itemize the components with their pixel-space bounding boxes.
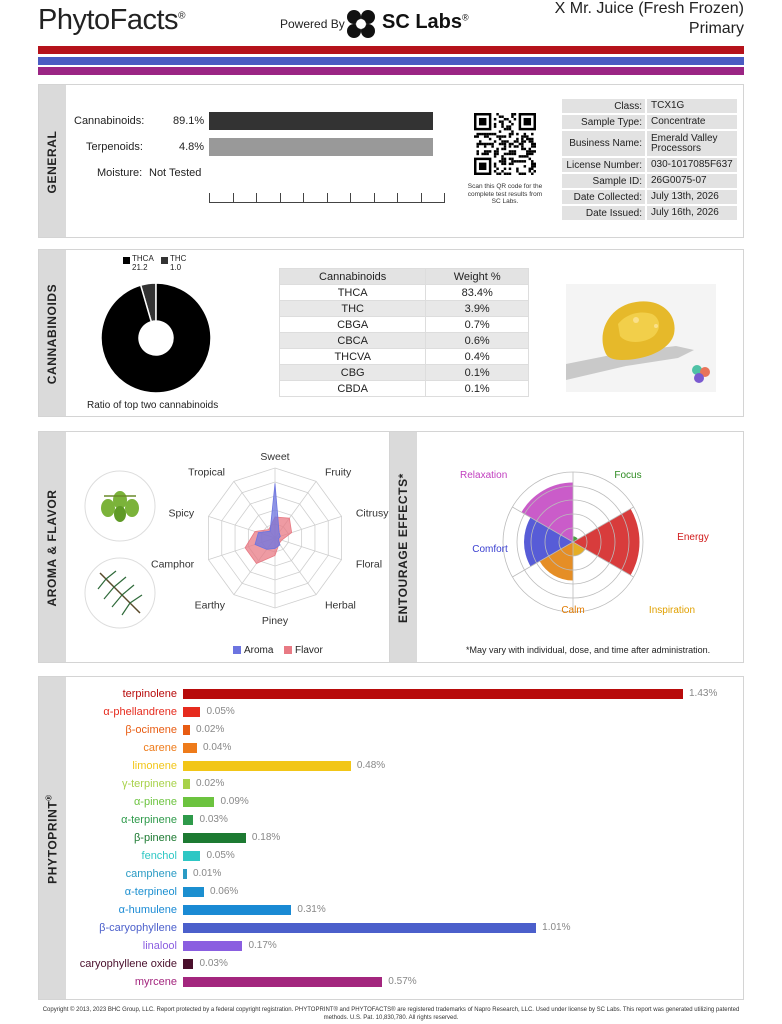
info-value: Emerald Valley Processors xyxy=(647,131,737,156)
ruler-tick xyxy=(280,193,281,203)
header-stripe-blue xyxy=(38,57,744,65)
cannabinoid-weight: 0.4% xyxy=(426,349,529,365)
ruler-tick xyxy=(256,193,257,203)
phytoprint-section-label: PHYTOPRINT® xyxy=(44,794,60,884)
info-value: July 16th, 2026 xyxy=(647,206,737,220)
terpenoids-value: 4.8% xyxy=(179,141,205,153)
cannabinoids-bar xyxy=(209,112,433,130)
copyright-footer: Copyright © 2013, 2023 BHC Group, LLC. Report protected by a federal copyright registration. PHYTOPRINT® and PHYTOFACTS® are registered trademarks of Napro Research, LLC. Used under license by SC Labs. This report was generated utilizing patented methods. U.S. Pat. 10,830,780. All rights reserved. xyxy=(42,1007,740,1021)
cannabinoid-name: CBGA xyxy=(280,317,426,333)
ruler-tick xyxy=(350,193,351,203)
thca-legend-swatch xyxy=(123,257,130,264)
effects-footnote: *May vary with individual, dose, and time after administration. xyxy=(466,645,711,655)
effect-sector-energy xyxy=(573,509,640,576)
effect-label: Energy xyxy=(677,532,709,543)
info-value: 26G0075-07 xyxy=(647,174,737,188)
table-row xyxy=(280,349,529,365)
radar-spoke xyxy=(275,538,316,595)
terpene-name: γ-terpinene xyxy=(121,778,177,790)
terpene-value: 0.18% xyxy=(251,832,281,843)
info-row xyxy=(562,190,737,204)
terpene-name: camphene xyxy=(125,868,177,880)
cannabinoid-weight: 0.7% xyxy=(426,317,529,333)
terpene-value: 0.48% xyxy=(356,760,386,771)
terpene-value: 0.01% xyxy=(193,868,222,879)
ruler-tick xyxy=(374,193,375,203)
terpene-bar xyxy=(183,977,382,987)
aroma-legend-label: Aroma xyxy=(244,645,274,656)
cannabinoid-table xyxy=(279,268,529,397)
table-row xyxy=(280,365,529,381)
terpene-name: terpinolene xyxy=(122,688,177,700)
effect-label: Relaxation xyxy=(460,470,508,481)
terpene-value: 0.02% xyxy=(195,778,225,789)
terpene-name: limonene xyxy=(132,760,177,772)
terpene-name: fenchol xyxy=(141,850,177,862)
general-section-label: GENERAL xyxy=(45,130,59,194)
terpene-bar xyxy=(183,779,190,789)
terpene-value: 0.17% xyxy=(248,940,277,951)
aroma-panel xyxy=(38,431,390,663)
pine-branch-icon xyxy=(84,557,156,629)
cannabinoid-name: THC xyxy=(280,301,426,317)
aroma-flavor-radar xyxy=(150,450,389,628)
effect-label: Focus xyxy=(614,470,642,481)
terpene-name: α-phellandrene xyxy=(103,706,177,718)
header-stripe-purple xyxy=(38,67,744,75)
aroma-section-label: AROMA & FLAVOR xyxy=(45,489,59,607)
effects-panel xyxy=(389,431,744,663)
table-row xyxy=(280,381,529,397)
info-key: License Number: xyxy=(562,158,645,172)
flavor-legend-swatch xyxy=(284,646,292,654)
radar-axis-label: Spicy xyxy=(168,507,195,520)
info-row xyxy=(562,206,737,220)
terpene-name: α-pinene xyxy=(133,796,177,808)
info-key: Date Issued: xyxy=(562,206,645,220)
ratio-caption: Ratio of top two cannabinoids xyxy=(87,400,219,411)
terpene-bar xyxy=(183,833,246,843)
terpene-name: α-humulene xyxy=(118,904,177,916)
ruler-tick xyxy=(209,193,210,203)
terpene-value: 0.57% xyxy=(388,976,417,987)
terpene-name: β-pinene xyxy=(133,832,177,844)
terpene-bar xyxy=(183,941,242,951)
sc-labs-logo-icon xyxy=(345,9,377,39)
sample-info-table xyxy=(562,99,737,219)
table-row xyxy=(280,333,529,349)
ruler-tick xyxy=(444,193,445,203)
table-row xyxy=(280,285,529,301)
ruler-tick xyxy=(327,193,328,203)
terpene-name: β-caryophyllene xyxy=(99,922,177,934)
thca-legend-value: 21.2 xyxy=(132,263,148,272)
cannabinoids-label: Cannabinoids: xyxy=(74,115,145,127)
terpene-name: α-terpinene xyxy=(121,814,177,826)
thc-legend-swatch xyxy=(161,257,168,264)
radar-axis-label: Sweet xyxy=(260,451,290,463)
cannabinoids-value: 89.1% xyxy=(173,115,205,127)
effect-label: Inspiration xyxy=(648,605,696,616)
cannabinoid-weight: 0.1% xyxy=(426,365,529,381)
phytoprint-panel xyxy=(38,676,744,1000)
terpene-value: 0.03% xyxy=(199,958,228,969)
radar-axis-label: Herbal xyxy=(324,599,356,612)
ruler-tick xyxy=(233,193,234,203)
terpene-value: 0.04% xyxy=(202,742,232,753)
hops-icon xyxy=(84,470,156,542)
terpene-bar xyxy=(183,725,190,735)
cannabinoid-name: CBG xyxy=(280,365,426,381)
terpene-value: 0.31% xyxy=(297,904,326,915)
effect-label: Calm xyxy=(561,605,585,616)
general-side-tab xyxy=(39,85,66,237)
ratio-donut-chart xyxy=(100,282,212,394)
terpenoids-bar xyxy=(209,138,433,156)
info-row xyxy=(562,131,737,156)
terpene-value: 1.01% xyxy=(542,922,571,933)
cannabinoid-name: THCA xyxy=(280,285,426,301)
header-stripe-red xyxy=(38,46,744,54)
terpene-name: carene xyxy=(143,742,177,754)
terpene-value: 0.09% xyxy=(220,796,249,807)
terpene-bar xyxy=(183,869,187,879)
info-key: Class: xyxy=(562,99,645,113)
product-name: X Mr. Juice (Fresh Frozen) xyxy=(554,0,744,17)
info-key: Date Collected: xyxy=(562,190,645,204)
scale-ruler xyxy=(209,193,445,203)
terpene-name: linalool xyxy=(142,940,177,952)
radar-axis-label: Fruity xyxy=(324,466,352,479)
qr-code[interactable] xyxy=(474,113,536,175)
effects-section-label: ENTOURAGE EFFECTS* xyxy=(396,473,410,623)
effects-side-tab xyxy=(390,432,417,662)
terpene-bar xyxy=(183,815,193,825)
terpene-bar xyxy=(183,887,204,897)
thca-legend-name: THCA xyxy=(132,254,154,263)
qr-caption: Scan this QR code for the complete test results from SC Labs. xyxy=(467,183,543,205)
aroma-legend-swatch xyxy=(233,646,241,654)
general-panel xyxy=(38,84,744,238)
cannabinoid-weight: 3.9% xyxy=(426,301,529,317)
table-header-weight: Weight % xyxy=(426,269,529,285)
info-key: Sample Type: xyxy=(562,115,645,129)
entourage-effects-chart xyxy=(440,460,730,620)
radar-axis-label: Camphor xyxy=(150,558,195,571)
cannabinoids-panel xyxy=(38,249,744,417)
cannabinoids-section-label: CANNABINOIDS xyxy=(45,283,59,385)
terpene-value: 0.05% xyxy=(206,850,235,861)
terpene-name: α-terpineol xyxy=(124,886,177,898)
terpene-bar xyxy=(183,707,200,717)
cannabinoid-weight: 0.6% xyxy=(426,333,529,349)
aroma-side-tab xyxy=(39,432,66,662)
cannabinoid-weight: 0.1% xyxy=(426,381,529,397)
terpene-bar xyxy=(183,923,536,933)
info-value: July 13th, 2026 xyxy=(647,190,737,204)
info-row xyxy=(562,99,737,113)
terpene-bar xyxy=(183,761,351,771)
radar-axis-label: Tropical xyxy=(188,466,226,479)
terpene-bar xyxy=(183,959,193,969)
table-row xyxy=(280,301,529,317)
cannabinoid-name: CBDA xyxy=(280,381,426,397)
cannabinoids-side-tab xyxy=(39,250,66,416)
donut-slice-thca xyxy=(101,283,211,393)
product-image xyxy=(566,284,716,392)
ruler-tick xyxy=(421,193,422,203)
cannabinoid-name: THCVA xyxy=(280,349,426,365)
terpene-name: caryophyllene oxide xyxy=(79,958,177,970)
terpene-value: 0.03% xyxy=(199,814,228,825)
terpene-bar-chart xyxy=(39,677,745,1001)
table-row xyxy=(280,317,529,333)
radar-spoke xyxy=(275,538,342,560)
terpene-bar xyxy=(183,743,197,753)
radar-axis-label: Piney xyxy=(261,615,289,627)
moisture-label: Moisture: xyxy=(97,167,143,179)
info-row xyxy=(562,174,737,188)
radar-axis-label: Citrusy xyxy=(355,507,389,520)
terpene-bar xyxy=(183,905,291,915)
terpene-value: 0.02% xyxy=(195,724,225,735)
lab-name: SC Labs® xyxy=(382,11,469,33)
flavor-legend-label: Flavor xyxy=(295,645,323,656)
info-row xyxy=(562,158,737,172)
radar-axis-label: Floral xyxy=(355,558,383,571)
terpene-bar xyxy=(183,851,200,861)
powered-by-label: Powered By xyxy=(280,17,345,31)
info-key: Sample ID: xyxy=(562,174,645,188)
info-value: 030-1017085F637 xyxy=(647,158,737,172)
info-row xyxy=(562,115,737,129)
brand-logo: PhytoFacts® xyxy=(38,4,185,36)
info-key: Business Name: xyxy=(562,131,645,156)
moisture-value: Not Tested xyxy=(149,167,202,179)
terpenoids-label: Terpenoids: xyxy=(86,141,143,153)
terpene-value: 0.06% xyxy=(209,886,239,897)
terpene-bar xyxy=(183,689,683,699)
cannabinoid-weight: 83.4% xyxy=(426,285,529,301)
table-header-cannabinoids: Cannabinoids xyxy=(280,269,426,285)
thc-legend-value: 1.0 xyxy=(170,263,182,272)
info-value: Concentrate xyxy=(647,115,737,129)
cannabinoid-name: CBCA xyxy=(280,333,426,349)
terpene-value: 1.43% xyxy=(689,688,718,699)
terpene-name: myrcene xyxy=(134,976,177,988)
terpene-name: β-ocimene xyxy=(125,724,177,736)
ruler-tick xyxy=(397,193,398,203)
terpene-bar xyxy=(183,797,214,807)
effect-label: Comfort xyxy=(472,544,508,555)
radar-axis-label: Earthy xyxy=(194,599,226,612)
ruler-tick xyxy=(303,193,304,203)
info-value: TCX1G xyxy=(647,99,737,113)
product-type: Primary xyxy=(688,20,744,37)
thc-legend-name: THC xyxy=(170,254,187,263)
terpene-value: 0.05% xyxy=(206,706,235,717)
